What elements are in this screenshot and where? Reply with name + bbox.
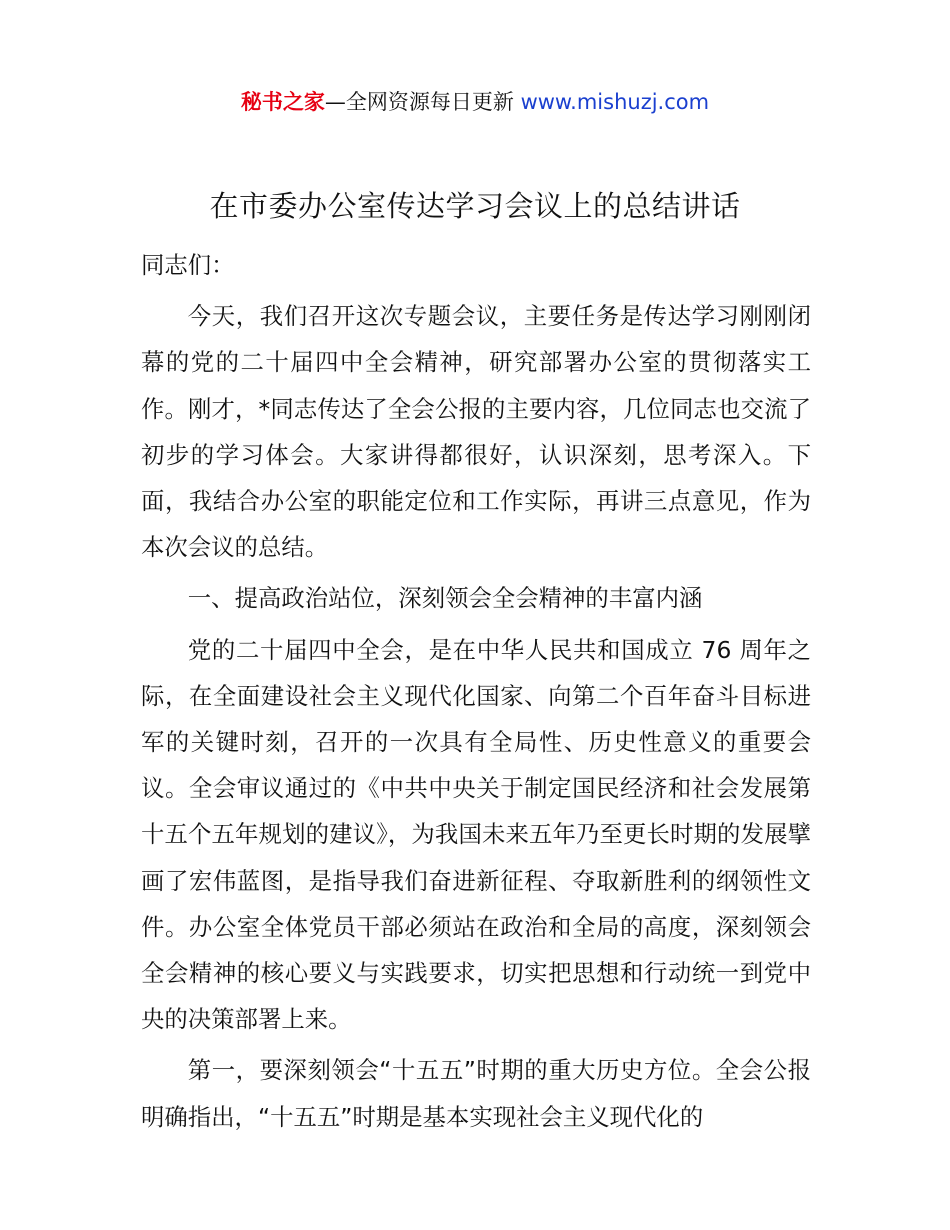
site-brand: 秘书之家 <box>240 90 325 114</box>
site-tagline: —全网资源每日更新 <box>324 90 521 114</box>
paragraph-first-point: 第一，要深刻领会“十五五”时期的重大历史方位。全会公报明确指出，“十五五”时期是基本实现社会主义现代化的 <box>141 1056 811 1131</box>
salutation: 同志们： <box>141 251 235 279</box>
document-body <box>141 242 811 1140</box>
site-url-link[interactable]: www.mishuzj.com <box>520 90 710 114</box>
paragraph-intro: 今天，我们召开这次专题会议，主要任务是传达学习刚刚闭幕的党的二十届四中全会精神，研究部署办公室的贯彻落实工作。刚才，*同志传达了全会公报的主要内容，几位同志也交流了初步的学习体会。大家讲得都很好，认识深刻，思考深入。下面，我结合办公室的职能定位和工作实际，再讲三点意见，作为本次会议的总结。 <box>141 302 811 562</box>
paragraph-plenum: 党的二十届四中全会，是在中华人民共和国成立 76 周年之际，在全面建设社会主义现代化国家、向第二个百年奋斗目标进军的关键时刻，召开的一次具有全局性、历史性意义的重要会议。全会审议通过的《中共中央关于制定国民经济和社会发展第十五个五年规划的建议》，为我国未来五年乃至更长时期的发展擘画了宏伟蓝图，是指导我们奋进新征程、夺取新胜利的纲领性文件。办公室全体党员干部必须站在政治和全局的高度，深刻领会全会精神的核心要义与实践要求，切实把思想和行动统一到党中央的决策部署上来。 <box>141 635 811 1034</box>
document-title: 在市委办公室传达学习会议上的总结讲话 <box>209 189 741 223</box>
section-heading-1: 一、提高政治站位，深刻领会全会精神的丰富内涵 <box>187 584 703 613</box>
site-header <box>0 86 950 118</box>
